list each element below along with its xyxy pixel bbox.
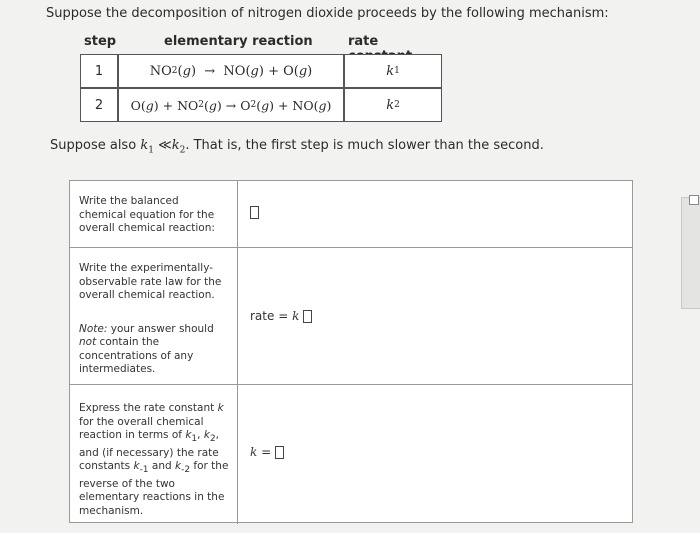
question-3-label: Express the rate constant k for the overall chemical reaction in terms of $k_1$, $k_2$, and (if necessary) the rate constants $k_{-1}$ and $k_{-2}$ for the reverse of the two elementary reactions in the mechanism. xyxy=(70,385,238,524)
answer-table xyxy=(69,180,633,523)
header-rate-constant: rate xyxy=(348,34,379,49)
question-row-3 xyxy=(70,385,632,524)
rate-constant-expression: k = xyxy=(250,445,284,459)
assumption-text: Suppose also $k_1$ $≪k_2$. That is, the first step is much slower than the second. xyxy=(50,138,544,156)
rate-law-input[interactable] xyxy=(303,310,312,323)
question-2-label: Write the experimentally-observable rate law for the overall chemical reaction. Note: your answer should not contain the concentrations of any intermediates. xyxy=(70,248,238,384)
step-1-rate-constant: k 1 xyxy=(344,54,442,88)
header-elementary-reaction: elementary reaction xyxy=(164,34,313,49)
side-panel-tab[interactable] xyxy=(681,197,700,309)
problem-intro: Suppose the decomposition of nitrogen dioxide proceeds by the following mechanism: xyxy=(46,6,609,21)
step-2-number: 2 xyxy=(80,88,118,122)
question-1-label: Write the balanced chemical equation for the overall chemical reaction: xyxy=(70,181,238,247)
rate-constant-input[interactable] xyxy=(275,446,284,459)
rate-law-expression: rate = k xyxy=(250,309,312,323)
header-step: step xyxy=(84,34,117,49)
step-2-rate-constant: k 2 xyxy=(344,88,442,122)
step-1-reaction: NO 2 ( g ) → NO( g ) + O( g ) xyxy=(118,54,344,88)
overall-equation-input[interactable] xyxy=(250,206,259,219)
side-checkbox[interactable] xyxy=(689,195,699,205)
step-1-number: 1 xyxy=(80,54,118,88)
question-row-2 xyxy=(70,248,632,385)
mechanism-table xyxy=(80,34,442,122)
step-2-reaction: O( g ) + NO 2 ( g ) → O 2 ( g ) + NO( g ) xyxy=(118,88,344,122)
question-row-1 xyxy=(70,181,632,248)
